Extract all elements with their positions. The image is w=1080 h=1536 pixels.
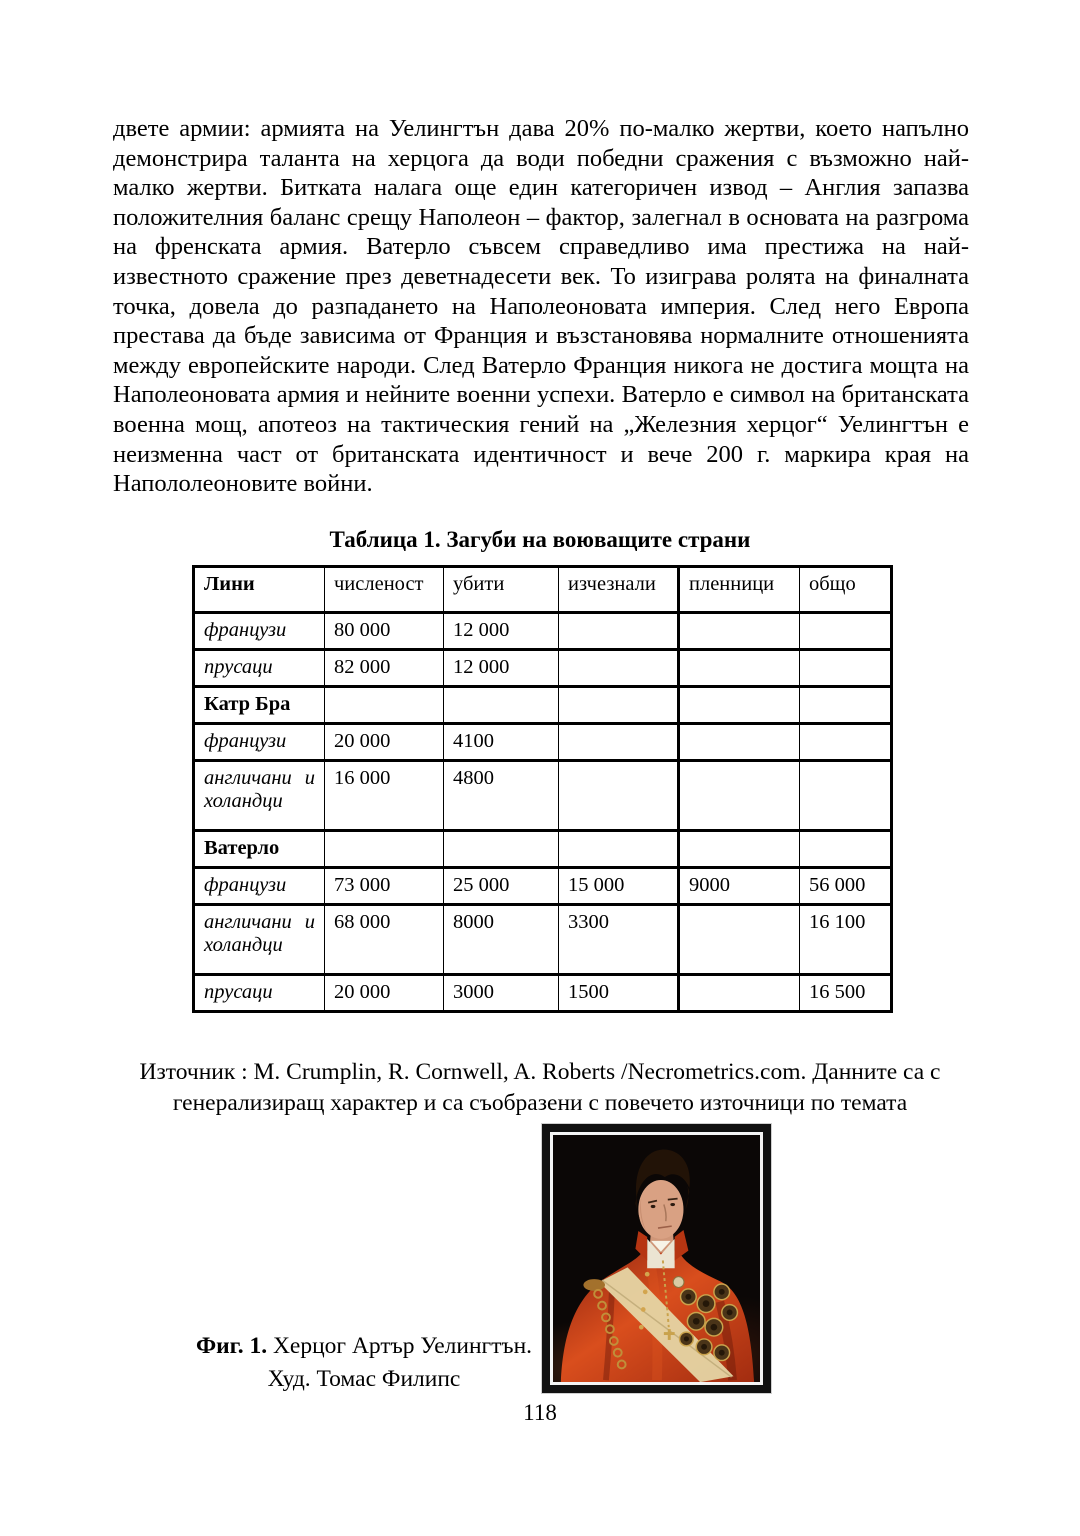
page-number: 118 (523, 1400, 557, 1425)
value-cell (679, 831, 800, 868)
portrait-of-duke-wellington (550, 1132, 763, 1385)
value-cell: 4100 (444, 724, 559, 761)
value-cell (559, 650, 679, 687)
losses-table (192, 565, 893, 1013)
value-cell: 25 000 (444, 868, 559, 905)
row-label-cell: англичани и холандци (194, 761, 325, 831)
value-cell (800, 650, 892, 687)
value-cell: 3000 (444, 975, 559, 1012)
table-row (194, 613, 892, 650)
row-label-cell: прусаци (194, 975, 325, 1012)
value-cell: 20 000 (325, 724, 444, 761)
value-cell (559, 831, 679, 868)
value-cell: 8000 (444, 905, 559, 975)
figure-caption-artist: Худ. Томас Филипс (267, 1366, 461, 1392)
value-cell (679, 724, 800, 761)
value-cell: 82 000 (325, 650, 444, 687)
value-cell: 80 000 (325, 613, 444, 650)
row-label-cell: французи (194, 724, 325, 761)
value-cell: 16 100 (800, 905, 892, 975)
value-cell (800, 687, 892, 724)
value-cell (800, 761, 892, 831)
row-label-cell: англичани и холандци (194, 905, 325, 975)
column-header: изчезнали (559, 567, 679, 613)
table-row (194, 724, 892, 761)
value-cell (679, 761, 800, 831)
table-row (194, 831, 892, 868)
table-row (194, 687, 892, 724)
value-cell: 9000 (679, 868, 800, 905)
value-cell: 68 000 (325, 905, 444, 975)
value-cell (325, 687, 444, 724)
row-label-cell: французи (194, 868, 325, 905)
value-cell: 20 000 (325, 975, 444, 1012)
row-label-cell: Ватерло (194, 831, 325, 868)
value-cell: 73 000 (325, 868, 444, 905)
value-cell (325, 831, 444, 868)
value-cell: 12 000 (444, 650, 559, 687)
table-row (194, 975, 892, 1012)
value-cell (679, 613, 800, 650)
value-cell: 56 000 (800, 868, 892, 905)
table-row (194, 905, 892, 975)
table-row (194, 761, 892, 831)
column-header: общо (800, 567, 892, 613)
table-header-row (194, 567, 892, 613)
value-cell: 16 000 (325, 761, 444, 831)
figure-caption (188, 1330, 540, 1396)
portrait-illustration (553, 1135, 760, 1382)
row-label-cell: прусаци (194, 650, 325, 687)
value-cell: 16 500 (800, 975, 892, 1012)
value-cell (444, 687, 559, 724)
table-title: Таблица 1. Загуби на воюващите страни (329, 527, 751, 552)
column-header: Лини (194, 567, 325, 613)
value-cell: 4800 (444, 761, 559, 831)
value-cell (679, 975, 800, 1012)
value-cell: 15 000 (559, 868, 679, 905)
column-header: численост (325, 567, 444, 613)
value-cell: 12 000 (444, 613, 559, 650)
value-cell (800, 831, 892, 868)
value-cell (559, 761, 679, 831)
value-cell (559, 613, 679, 650)
losses-table-body (194, 613, 892, 1012)
value-cell: 3300 (559, 905, 679, 975)
value-cell (800, 724, 892, 761)
figure-frame (541, 1123, 772, 1394)
row-label-cell: Катр Бра (194, 687, 325, 724)
value-cell (679, 905, 800, 975)
value-cell (679, 687, 800, 724)
value-cell: 1500 (559, 975, 679, 1012)
value-cell (679, 650, 800, 687)
value-cell (559, 687, 679, 724)
figure-caption-number: Фиг. 1. (195, 1333, 268, 1359)
body-paragraph: двете армии: армията на Уелингтън дава 20% по-малко жертви, което напълно демонстрира таланта на херцога да води победни сражения с възможно най-малко жертви. Битката налага още един категоричен извод – Англия запазва положителния баланс срещу Наполеон – фактор, залегнал в основата на разгрома на френската армия. Ватерло съвсем справедливо има престижа на най-известното сражение през деветнадесети век. То изиграва ролята на финалната точка, довела до разпадането на Наполеоновата империя. След него Европа престава да бъде зависима от Франция и възстановява нормалните отношенията между европейските народи. След Ватерло Франция никога не достига мощта на Наполеоновата армия и нейните военни успехи. Ватерло е символ на британската военна мощ, апотеоз на тактическия гений на „Железния херцог“ Уелингтън е неизменна част от британската идентичност и вече 200 г. маркира края на Напололеоновите войни. (113, 115, 969, 498)
value-cell (800, 613, 892, 650)
column-header: пленници (679, 567, 800, 613)
column-header: убити (444, 567, 559, 613)
table-row (194, 650, 892, 687)
figure-caption-title: Херцог Артър Уелингтън. (267, 1333, 533, 1359)
source-note: Източник : M. Crumplin, R. Cornwell, A. Roberts /Necrometrics.com. Данните са с генерализиращ характер и са съобразени с повечето източници по темата (139, 1059, 941, 1116)
row-label-cell: французи (194, 613, 325, 650)
value-cell (444, 831, 559, 868)
value-cell (559, 724, 679, 761)
table-row (194, 868, 892, 905)
